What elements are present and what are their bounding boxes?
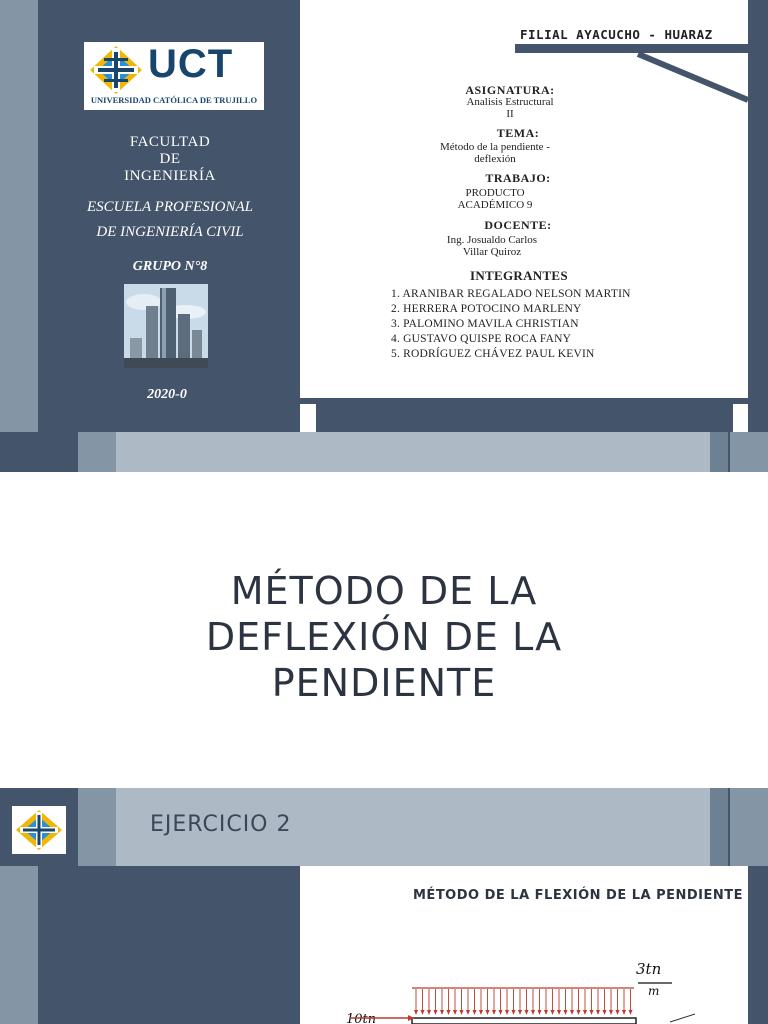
- subject-block: [440, 84, 580, 120]
- load-arrow-head: [466, 1010, 470, 1015]
- topic-value-block: [425, 141, 565, 165]
- right-strip: [748, 0, 768, 432]
- load-arrow-head: [518, 1010, 522, 1015]
- list-item: 2. HERRERA POTOCINO MARLENY: [391, 303, 582, 315]
- list-item: 4. GUSTAVO QUISPE ROCA FANY: [391, 333, 572, 345]
- header-block: [78, 788, 116, 866]
- group-number: GRUPO N°8: [132, 259, 208, 274]
- skyscraper-image: [124, 284, 208, 368]
- point-load-label: 10tn: [346, 1012, 377, 1024]
- header-block: [710, 788, 728, 866]
- load-arrow-head: [440, 1010, 444, 1015]
- cross-emblem-icon: [88, 44, 144, 96]
- load-arrow-head: [629, 1010, 633, 1015]
- school-line: DE INGENIERÍA CIVIL: [96, 224, 244, 240]
- load-arrow-head: [557, 1010, 561, 1015]
- divider-block: [116, 432, 710, 472]
- cross-emblem-icon: [12, 806, 66, 854]
- left-strip: [0, 0, 38, 432]
- load-arrow-head: [460, 1010, 464, 1015]
- page-title: [84, 568, 684, 706]
- bottom-band: [300, 398, 768, 432]
- school-name: [60, 195, 280, 245]
- work-label: TRABAJO:: [485, 171, 551, 185]
- load-arrow-head: [603, 1010, 607, 1015]
- load-arrow-head: [551, 1010, 555, 1015]
- list-item: 3. PALOMINO MAVILA CHRISTIAN: [391, 318, 579, 330]
- title-line: DEFLEXIÓN DE LA: [205, 615, 563, 659]
- method-heading: MÉTODO DE LA FLEXIÓN DE LA PENDIENTE: [413, 888, 744, 903]
- logo-wordmark: UCT: [148, 42, 234, 86]
- load-arrow-head: [538, 1010, 542, 1015]
- load-arrow-head: [590, 1010, 594, 1015]
- load-arrow-head: [512, 1010, 516, 1015]
- right-strip: [748, 866, 768, 1024]
- list-item: 1. ARANIBAR REGALADO NELSON MARTIN: [391, 288, 631, 300]
- members-title: INTEGRANTES: [470, 268, 568, 283]
- load-arrow-head: [427, 1010, 431, 1015]
- frame-post: [300, 404, 316, 432]
- work-value: PRODUCTO: [465, 187, 525, 199]
- load-arrow-head: [583, 1010, 587, 1015]
- faculty-name: [100, 134, 240, 185]
- work-block: [448, 172, 588, 184]
- list-item: 5. RODRÍGUEZ CHÁVEZ PAUL KEVIN: [391, 348, 595, 360]
- teacher-value: Ing. Josualdo Carlos: [446, 234, 538, 246]
- distributed-load-label: 3tn: [636, 960, 662, 978]
- members-list: [391, 287, 631, 362]
- topic-value: Método de la pendiente -: [440, 141, 550, 153]
- left-panel: [38, 866, 300, 1024]
- title-slide: [0, 472, 768, 788]
- logo-subtitle: UNIVERSIDAD CATÓLICA DE TRUJILLO: [90, 95, 258, 105]
- frame-post: [733, 404, 748, 432]
- subject-label: ASIGNATURA:: [465, 83, 555, 97]
- load-arrow-head: [447, 1010, 451, 1015]
- load-arrow-head: [544, 1010, 548, 1015]
- title-line: PENDIENTE: [271, 661, 497, 705]
- small-logo: [12, 806, 66, 854]
- divider-block: [730, 432, 768, 472]
- divider-block: [78, 432, 116, 472]
- building-photo: [124, 284, 208, 368]
- topic-label: TEMA:: [496, 126, 540, 140]
- load-arrow-head: [525, 1010, 529, 1015]
- load-arrow-head: [577, 1010, 581, 1015]
- distributed-load-unit: m: [648, 984, 660, 998]
- teacher-label: DOCENTE:: [484, 218, 552, 232]
- topic-block: [448, 127, 588, 139]
- load-arrow-head: [531, 1010, 535, 1015]
- faculty-line: FACULTAD: [129, 134, 211, 150]
- cover-slide: [0, 0, 768, 472]
- load-arrow-head: [473, 1010, 477, 1015]
- subject-value: II: [506, 108, 514, 120]
- faculty-line: INGENIERÍA: [124, 168, 216, 184]
- load-arrow-head: [434, 1010, 438, 1015]
- load-arrow-head: [616, 1010, 620, 1015]
- work-value-block: [425, 187, 565, 211]
- beam-diagram: [350, 984, 730, 1024]
- load-arrow-head: [486, 1010, 490, 1015]
- campus-label: FILIAL AYACUCHO - HUARAZ: [520, 27, 713, 42]
- header-block: [730, 788, 768, 866]
- teacher-value-block: [422, 234, 562, 258]
- load-arrow-head: [505, 1010, 509, 1015]
- faculty-line: DE: [159, 151, 181, 167]
- teacher-value: Villar Quiroz: [462, 246, 522, 258]
- load-arrow-head: [622, 1010, 626, 1015]
- teacher-block: [448, 219, 588, 231]
- diagonal-stroke: [630, 50, 750, 105]
- load-arrow-head: [609, 1010, 613, 1015]
- title-line: MÉTODO DE LA: [230, 569, 538, 613]
- divider-block: [710, 432, 728, 472]
- topic-value: deflexión: [474, 153, 516, 165]
- university-logo: [84, 42, 264, 110]
- subject-value: Analisis Estructural: [466, 96, 554, 108]
- load-arrow-head: [479, 1010, 483, 1015]
- left-strip: [0, 866, 38, 1024]
- load-arrow-head: [492, 1010, 496, 1015]
- work-value: ACADÉMICO 9: [457, 199, 533, 211]
- year-label: 2020-0: [147, 387, 187, 402]
- load-arrow-head: [596, 1010, 600, 1015]
- load-arrow-head: [570, 1010, 574, 1015]
- exercise-heading: EJERCICIO 2: [150, 812, 292, 837]
- load-arrow-head: [453, 1010, 457, 1015]
- school-line: ESCUELA PROFESIONAL: [87, 199, 253, 215]
- exercise-slide: [0, 788, 768, 1024]
- load-arrow-head: [414, 1010, 418, 1015]
- load-arrow-head: [421, 1010, 425, 1015]
- load-arrow-head: [499, 1010, 503, 1015]
- load-arrow-head: [564, 1010, 568, 1015]
